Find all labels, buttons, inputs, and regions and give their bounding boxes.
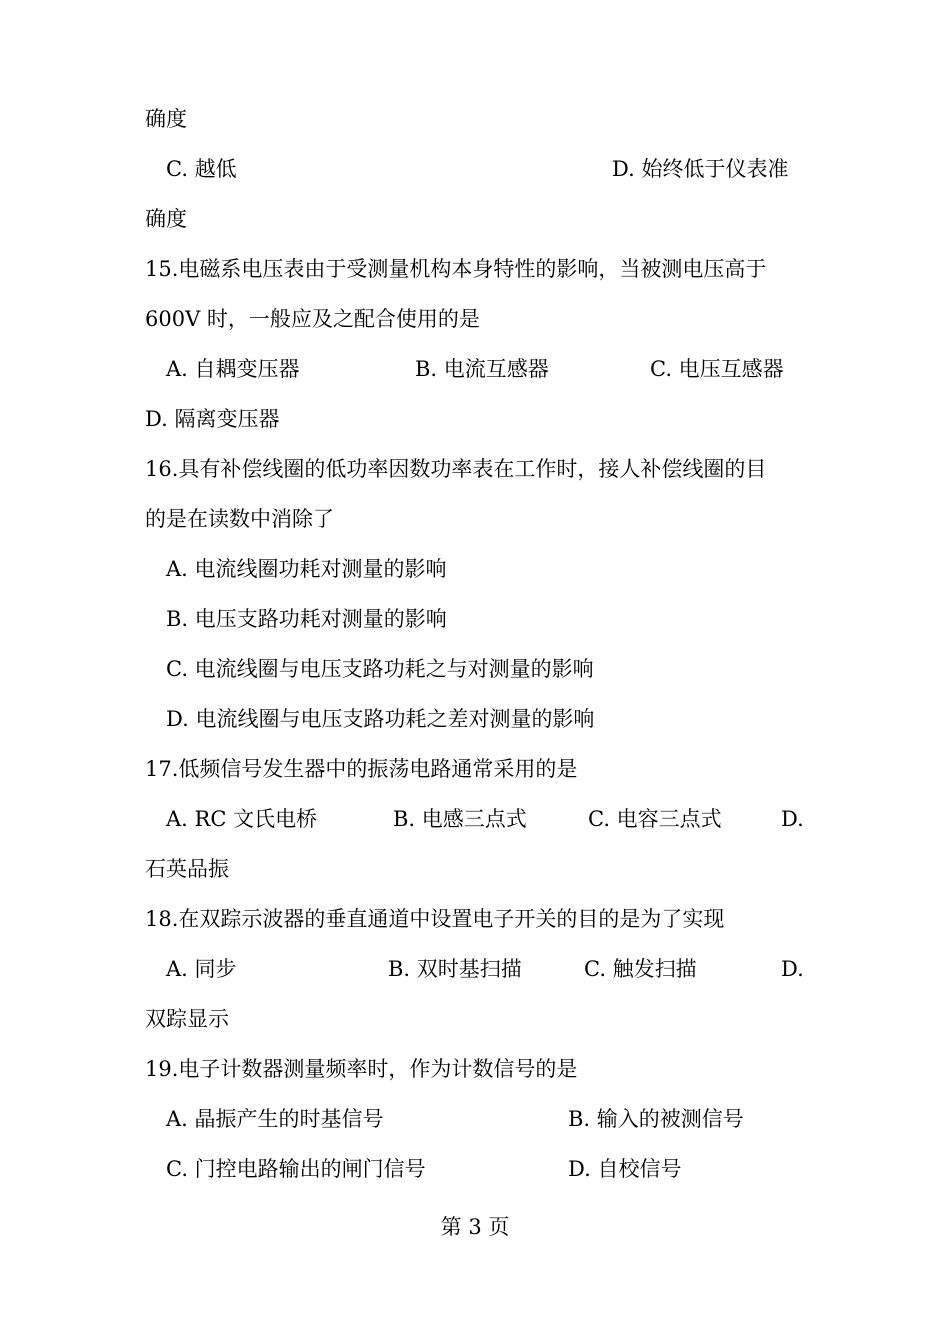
question-line: [0, 1054, 950, 1104]
option-b: B. 电流互感器: [415, 357, 549, 381]
option-b: B. 电压支路功耗对测量的影响: [166, 607, 447, 631]
option-line: [0, 354, 950, 404]
option-b: B. 双时基扫描: [388, 957, 522, 981]
option-d-cont: 双踪显示: [145, 1007, 229, 1031]
option-b: B. 电感三点式: [393, 807, 527, 831]
question-15: 15.电磁系电压表由于受测量机构本身特性的影响，当被测电压高于: [145, 257, 767, 281]
option-a: A. RC 文氏电桥: [166, 807, 318, 831]
option-b: B. 输入的被测信号: [568, 1107, 744, 1131]
option-c: C. 电容三点式: [588, 807, 722, 831]
text-segment: 确度: [145, 207, 187, 231]
option-d: D.: [781, 807, 804, 831]
text-line: [0, 854, 950, 904]
option-a: A. 自耦变压器: [166, 357, 300, 381]
question-19: 19.电子计数器测量频率时，作为计数信号的是: [145, 1057, 578, 1081]
text-line: [0, 504, 950, 554]
option-c: C. 触发扫描: [584, 957, 697, 981]
text-segment: 确度: [145, 107, 187, 131]
option-line: [0, 1154, 950, 1204]
option-line: [0, 604, 950, 654]
option-c: C. 越低: [166, 157, 237, 181]
option-d: D.: [781, 957, 804, 981]
option-d: D. 始终低于仪表准: [612, 157, 789, 181]
option-c: C. 电压互感器: [650, 357, 784, 381]
text-line: [0, 1004, 950, 1054]
option-line: [0, 404, 950, 454]
option-d: D. 电流线圈与电压支路功耗之差对测量的影响: [166, 707, 595, 731]
question-line: [0, 254, 950, 304]
option-a: A. 晶振产生的时基信号: [166, 1107, 384, 1131]
option-d: D. 隔离变压器: [145, 407, 280, 431]
question-15-cont: 600V 时，一般应及之配合使用的是: [145, 307, 480, 331]
text-line: [0, 104, 950, 154]
option-line: [0, 554, 950, 604]
option-d-cont: 石英品振: [145, 857, 229, 881]
option-c: C. 门控电路输出的闸门信号: [166, 1157, 426, 1181]
text-line: [0, 304, 950, 354]
option-line: [0, 654, 950, 704]
option-line: [0, 1104, 950, 1154]
option-line: [0, 154, 950, 204]
question-18: 18.在双踪示波器的垂直通道中设置电子开关的目的是为了实现: [145, 907, 725, 931]
option-a: A. 同步: [166, 957, 237, 981]
question-line: [0, 904, 950, 954]
question-17: 17.低频信号发生器中的振荡电路通常采用的是: [145, 757, 578, 781]
page-number: 第 3 页: [440, 1215, 510, 1239]
option-a: A. 电流线圈功耗对测量的影响: [166, 557, 447, 581]
question-16: 16.具有补偿线圈的低功率因数功率表在工作时，接人补偿线圈的目: [145, 457, 767, 481]
option-line: [0, 804, 950, 854]
text-line: [0, 204, 950, 254]
question-line: [0, 754, 950, 804]
option-c: C. 电流线圈与电压支路功耗之与对测量的影响: [166, 657, 594, 681]
option-d: D. 自校信号: [568, 1157, 682, 1181]
option-line: [0, 704, 950, 754]
question-16-cont: 的是在读数中消除了: [145, 507, 334, 531]
question-line: [0, 454, 950, 504]
option-line: [0, 954, 950, 1004]
